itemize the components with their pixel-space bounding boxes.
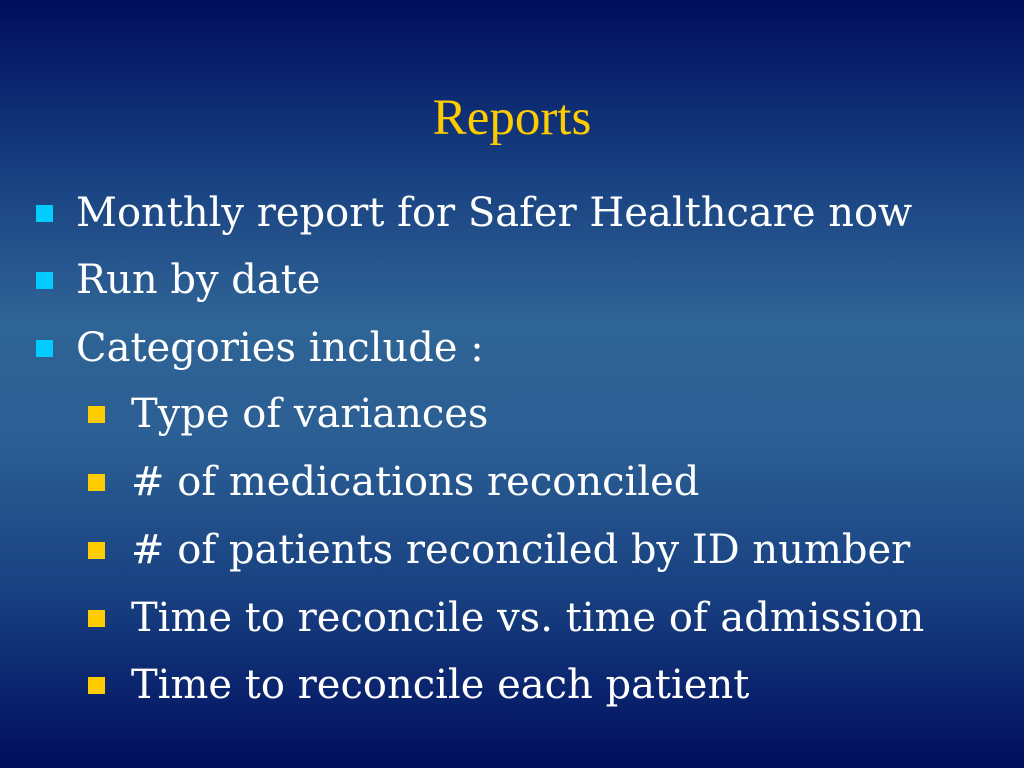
square-bullet-icon — [88, 406, 105, 423]
bullet-text: Categories include : — [76, 325, 484, 371]
square-bullet-icon — [88, 542, 105, 559]
bullet-text: Monthly report for Safer Healthcare now — [76, 190, 913, 236]
square-bullet-icon — [36, 272, 53, 289]
sub-bullet-item — [88, 657, 749, 713]
sub-bullet-text: # of patients reconciled by ID number — [131, 527, 911, 573]
sub-bullet-item — [88, 454, 699, 510]
sub-bullet-item — [88, 522, 910, 578]
square-bullet-icon — [88, 474, 105, 491]
square-bullet-icon — [88, 610, 105, 627]
sub-bullet-item — [88, 386, 488, 442]
square-bullet-icon — [36, 340, 53, 357]
sub-bullet-item — [88, 590, 924, 646]
bullet-item — [36, 252, 320, 308]
bullet-item — [36, 320, 484, 376]
square-bullet-icon — [88, 677, 105, 694]
sub-bullet-text: Time to reconcile vs. time of admission — [131, 595, 925, 641]
bullet-text: Run by date — [76, 257, 321, 303]
sub-bullet-text: Type of variances — [131, 391, 489, 437]
sub-bullet-text: # of medications reconciled — [131, 459, 700, 505]
sub-bullet-text: Time to reconcile each patient — [131, 662, 750, 708]
square-bullet-icon — [36, 205, 53, 222]
slide-title: Reports — [432, 90, 592, 146]
bullet-item — [36, 185, 912, 241]
